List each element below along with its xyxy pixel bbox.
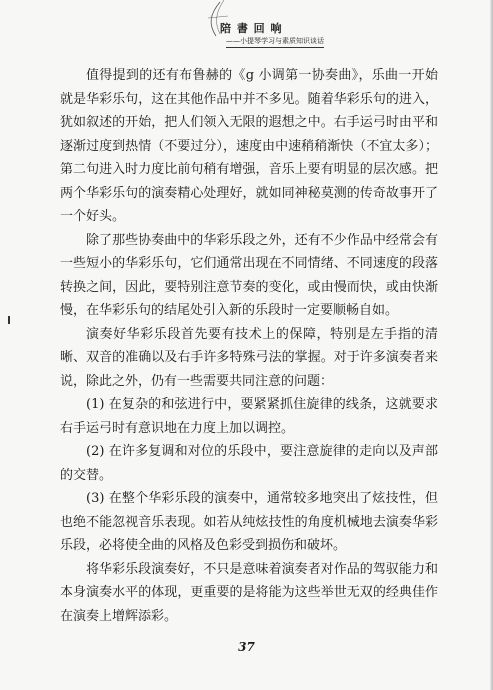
margin-mark (8, 316, 10, 324)
paragraph-1: 值得提到的还有布鲁赫的《g 小调第一协奏曲》，乐曲一开始就是华彩乐句，这在其他作品中并不多见。随着华彩乐句的进入，犹如叙述的开始，把人们领入无限的遐想之中。右手运弓时由平和逐渐过度到热情（不要过分），速度由中速稍稍渐快（不宜太多）；第二句进入时力度比前句稍有增强，音乐上要有明显的层次感。把两个华彩乐句的演奏精心处理好，就如同神秘莫测的传奇故事开了一个好头。 (60, 68, 438, 224)
paragraph-2: 除了那些协奏曲中的华彩乐段之外，还有不少作品中经常会有一些短小的华彩乐句，它们通常出现在不同情绪、不同速度的段落转换之间，因此，要特别注意节奏的变化，或由慢而快，或由快渐慢，在华彩乐句的结尾处引入新的乐段时一定要顺畅自如。 (60, 232, 438, 318)
running-header-subtitle: ——小提琴学习与素质知识谈话 (226, 36, 324, 48)
list-item-1: (1) 在复杂的和弦进行中，要紧紧抓住旋律的线条，这就要求右手运弓时有意识地在力度上加以调控。 (60, 397, 438, 436)
list-item-2: (2) 在许多复调和对位的乐段中，要注意旋律的走向以及声部的交替。 (60, 444, 438, 483)
paragraph-3: 演奏好华彩乐段首先要有技术上的保障，特别是左手指的清晰、双音的准确以及右手许多特殊弓法的掌握。对于许多演奏者来说，除此之外，仍有一些需要共同注意的问题： (60, 326, 438, 389)
running-header-title: 陪 書 回 响 (220, 22, 283, 35)
list-item-3: (3) 在整个华彩乐段的演奏中，通常较多地突出了炫技性，但也绝不能忽视音乐表现。如若从纯炫技性的角度机械地去演奏华彩乐段，必将使全曲的风格及色彩受到损伤和破坏。 (60, 491, 438, 553)
paragraph-final: 将华彩乐段演奏好，不只是意味着演奏者对作品的驾驭能力和本身演奏水平的体现，更重要的是将能为这些举世无双的经典佳作在演奏上增辉添彩。 (60, 561, 438, 624)
page-number: 37 (238, 640, 255, 654)
body-text (60, 64, 438, 628)
